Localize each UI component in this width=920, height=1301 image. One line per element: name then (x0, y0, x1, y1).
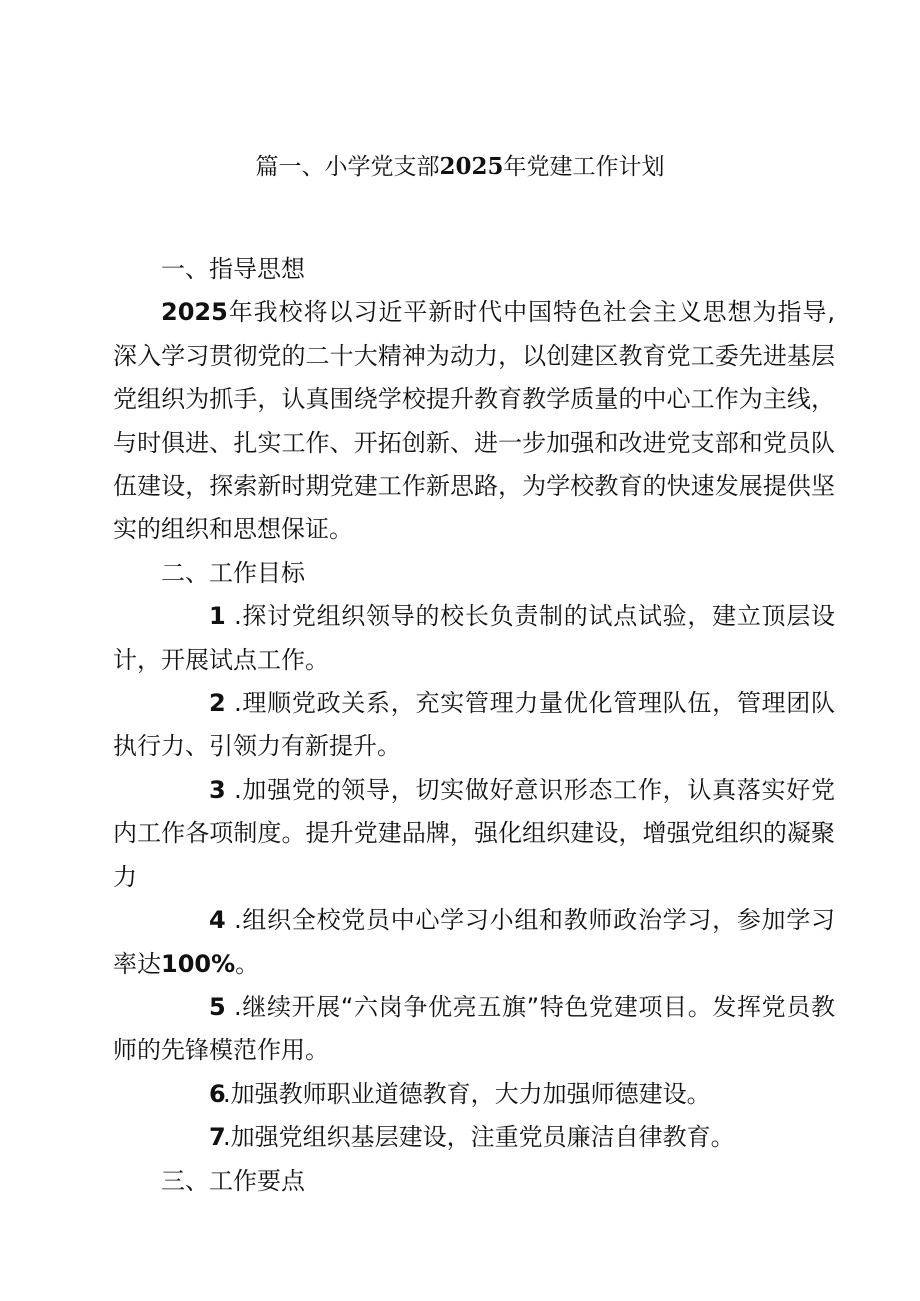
goal-text: .加强教师职业道德教育，大力加强师德建设。 (223, 1079, 711, 1108)
section-heading-work-goals: 二、工作目标 (161, 558, 305, 587)
goal-rate-value: 100% (161, 949, 236, 978)
goal-text: .理顺党政关系，充实管理力量优化管理队伍，管理团队执行力、引领力有新提升。 (113, 689, 835, 761)
goal-item-5 (113, 986, 835, 1073)
guiding-ideology-paragraph (113, 291, 835, 551)
goal-item-7 (113, 1116, 835, 1159)
goal-number: 3 (209, 775, 226, 804)
guiding-ideology-text: 年我校将以习近平新时代中国特色社会主义思想为指导,深入学习贯彻党的二十大精神为动力，以创建区教育党工委先进基层党组织为抓手，认真围绕学校提升教育教学质量的中心工作为主线，与时俱进、扎实工作、开拓创新、进一步加强和改进党支部和党员队伍建设，探索新时期党建工作新思路，为学校教育的快速发展提供坚实的组织和思想保证。 (113, 298, 835, 544)
goal-item-4 (113, 899, 835, 986)
goal-text: .探讨党组织领导的校长负责制的试点试验，建立顶层设计，开展试点工作。 (113, 602, 835, 674)
goal-text: .加强党的领导，切实做好意识形态工作，认真落实好党内工作各项制度。提升党建品牌，强化组织建设，增强党组织的凝聚力 (113, 775, 835, 891)
goal-text: .组织全校党员中心学习小组和教师政治学习，参加学习率达 (113, 906, 835, 978)
document-title (0, 150, 920, 184)
goal-item-6 (113, 1073, 835, 1116)
goal-number: 7 (209, 1123, 226, 1152)
goal-item-3 (113, 769, 835, 899)
goal-number: 1 (209, 602, 226, 631)
goal-item-2 (113, 682, 835, 769)
goal-number: 5 (209, 992, 226, 1021)
goal-number: 4 (209, 906, 226, 935)
goal-text: .继续开展“六岗争优亮五旗”特色党建项目。发挥党员教师的先锋模范作用。 (113, 992, 835, 1065)
section-heading-work-points: 三、工作要点 (161, 1166, 305, 1195)
goal-number: 2 (209, 689, 226, 718)
title-prefix: 篇一、小学党支部 (255, 154, 440, 180)
document-body (113, 248, 835, 1203)
goal-tail-punct: 。 (235, 949, 260, 978)
guiding-ideology-year: 2025 (161, 298, 228, 327)
section-heading-guiding-ideology: 一、指导思想 (161, 255, 305, 283)
goal-item-1 (113, 595, 835, 682)
goal-text: .加强党组织基层建设，注重党员廉洁自律教育。 (223, 1123, 735, 1152)
goal-number: 6 (209, 1079, 226, 1108)
title-suffix: 年党建工作计划 (503, 154, 665, 180)
title-year: 2025 (439, 153, 504, 180)
